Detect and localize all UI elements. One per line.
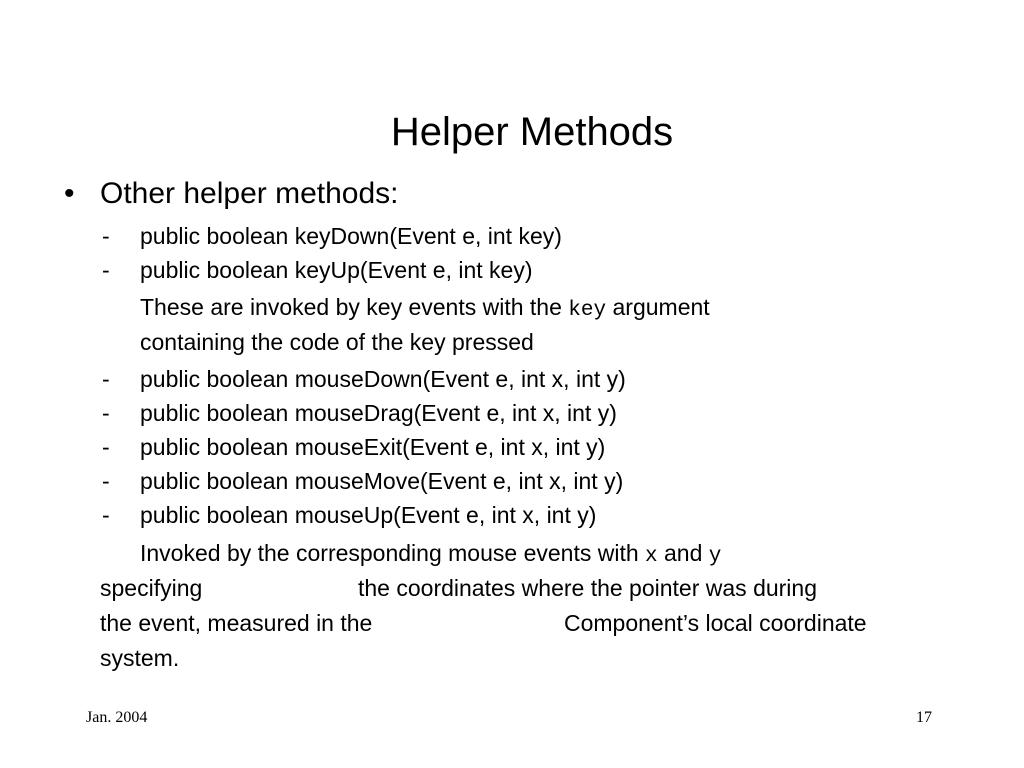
- method-mouseup: public boolean mouseUp(Event e, int x, int y): [140, 502, 597, 528]
- dash-marker: -: [102, 502, 110, 528]
- dash-marker: -: [102, 257, 110, 283]
- mouse-note-line2b: the coordinates where the pointer was during: [358, 575, 818, 601]
- main-bullet-text: Other helper methods:: [100, 177, 399, 210]
- key-note-after: argument: [606, 294, 710, 320]
- method-mousemove: public boolean mouseMove(Event e, int x, int y): [140, 468, 624, 494]
- mouse-note-line2a: specifying: [100, 575, 203, 601]
- slide-title: Helper Methods: [390, 110, 674, 154]
- key-code: key: [568, 299, 607, 322]
- mouse-note-before: Invoked by the corresponding mouse events with: [140, 540, 646, 566]
- mouse-note-and: and: [657, 540, 709, 566]
- method-mouseexit: public boolean mouseExit(Event e, int x, int y): [140, 434, 606, 460]
- x-code: x: [645, 545, 658, 568]
- dash-marker: -: [102, 366, 110, 392]
- footer-date: Jan. 2004: [86, 709, 148, 726]
- dash-marker: -: [102, 400, 110, 426]
- key-note-line2: containing the code of the key pressed: [140, 329, 534, 355]
- mouse-note-line3b: Component’s local coordinate: [564, 610, 867, 636]
- mouse-note-line3a: the event, measured in the: [100, 610, 373, 636]
- dash-marker: -: [102, 434, 110, 460]
- method-mousedrag: public boolean mouseDrag(Event e, int x, int y): [140, 400, 617, 426]
- method-mousedown: public boolean mouseDown(Event e, int x, int y): [140, 366, 626, 392]
- mouse-note-line1: [140, 536, 721, 574]
- page-number: 17: [916, 709, 932, 726]
- method-keydown: public boolean keyDown(Event e, int key): [140, 223, 562, 249]
- method-keyup: public boolean keyUp(Event e, int key): [140, 257, 533, 283]
- mouse-note-line4: system.: [100, 645, 180, 671]
- dash-marker: -: [102, 468, 110, 494]
- y-code: y: [708, 545, 722, 568]
- bullet-dot: •: [64, 177, 75, 210]
- dash-marker: -: [102, 223, 110, 249]
- key-note-line1: [140, 290, 710, 328]
- key-note-before: These are invoked by key events with the: [140, 294, 569, 320]
